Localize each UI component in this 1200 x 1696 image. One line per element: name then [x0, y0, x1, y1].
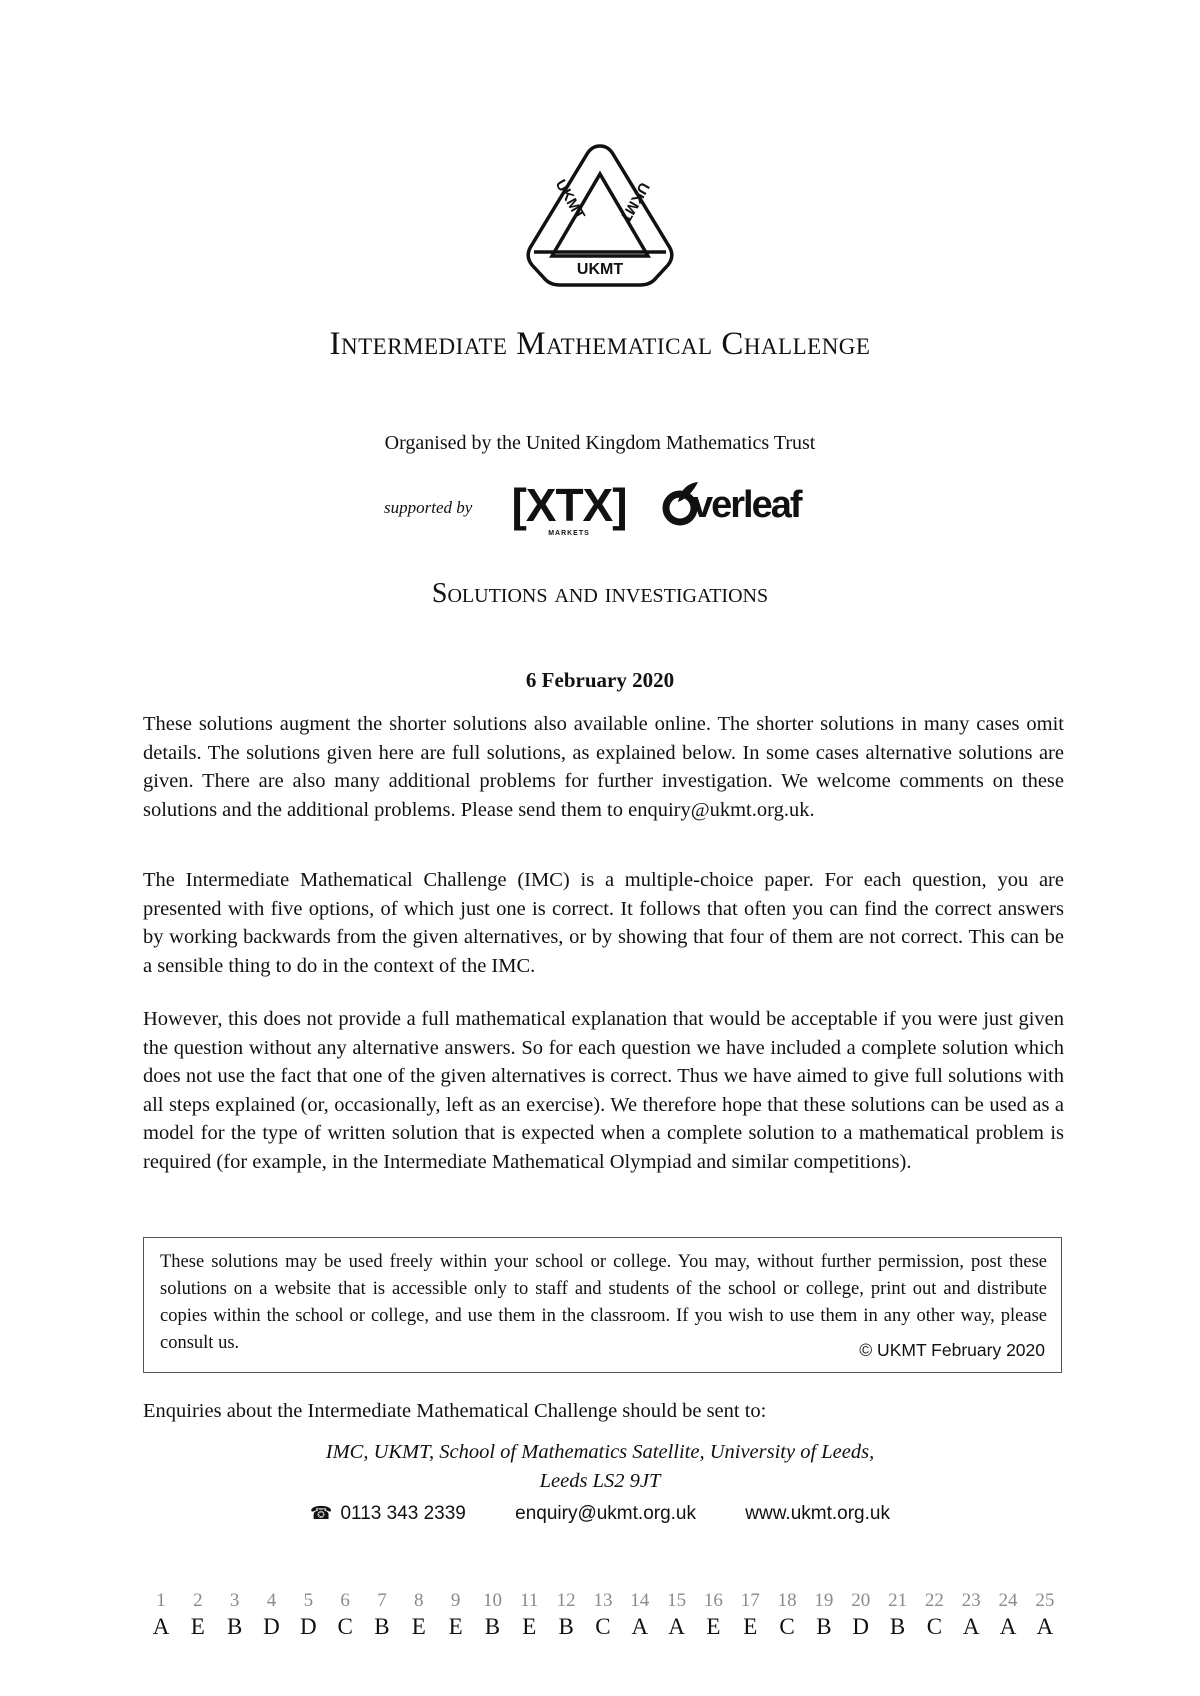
answer-number: 9	[450, 1590, 461, 1611]
organiser-line: Organised by the United Kingdom Mathematics Trust	[384, 432, 816, 454]
answer-numbers-row	[143, 1590, 1063, 1612]
answer-number: 6	[340, 1590, 350, 1611]
website-link[interactable]: www.ukmt.org.uk	[745, 1503, 890, 1524]
answer-letter: A	[668, 1614, 685, 1639]
answer-letter: B	[889, 1614, 906, 1639]
answer-letter: D	[300, 1614, 317, 1639]
answer-number: 23	[961, 1590, 981, 1611]
full-solutions-paragraph: However, this does not provide a full mathematical explanation that would be acceptable if you were just given the question without any alternative answers. So for each question we have included a complete solution which does not use the fact that one of the given alternatives is correct. Thus we have aimed to give full solutions with all steps explained (or, occasionally, left as an exercise). We therefore hope that these solutions can be used as a model for the type of written solution that is expected when a complete solution to a mathematical problem is required (for example, in the Intermediate Mathematical Olympiad and similar competitions).	[143, 1008, 1064, 1173]
answer-letter: C	[595, 1614, 611, 1639]
answer-letter: A	[999, 1614, 1017, 1639]
supported-by-label: supported by	[384, 498, 473, 517]
answer-letter: A	[962, 1614, 980, 1639]
copyright-notice: © UKMT February 2020	[859, 1340, 1045, 1360]
phone-number: 0113 343 2339	[340, 1503, 466, 1524]
answer-letter: B	[226, 1614, 243, 1639]
xtx-logo-text: [XTX]	[511, 479, 627, 531]
answer-letter: C	[926, 1614, 943, 1639]
answer-letter: B	[816, 1614, 832, 1639]
answer-number: 21	[888, 1590, 908, 1611]
answer-letter: A	[631, 1614, 649, 1639]
answer-number: 12	[556, 1590, 576, 1611]
address-line-1: IMC, UKMT, School of Mathematics Satellite, University of Leeds,	[325, 1441, 875, 1463]
usage-notice-box	[143, 1237, 1062, 1373]
answer-number: 1	[156, 1590, 166, 1611]
answer-number: 13	[593, 1590, 613, 1611]
answer-letter: A	[1036, 1614, 1054, 1639]
answer-number: 7	[377, 1590, 387, 1611]
answer-number: 3	[229, 1590, 240, 1611]
answer-number: 8	[414, 1590, 424, 1611]
telephone-icon: ☎	[310, 1503, 333, 1523]
answer-key	[143, 1590, 1063, 1640]
svg-text:UKMT: UKMT	[576, 261, 624, 278]
svg-text:UKMT: UKMT	[551, 176, 589, 223]
email-address[interactable]: enquiry@ukmt.org.uk	[515, 1503, 697, 1524]
intro-paragraph: These solutions augment the shorter solutions also available online. The shorter solutions in many cases omit details. The solutions given here are full solutions, as explained below. In some cases alternative solutions are given. There are also many additional problems for further investigation. We welcome comments on these solutions and the additional problems. Please send them to enquiry@ukmt.org.uk.	[143, 713, 1064, 821]
answer-letter: A	[152, 1614, 170, 1639]
answer-letter: B	[374, 1614, 390, 1639]
answer-number: 20	[851, 1590, 871, 1611]
answer-number: 15	[667, 1590, 687, 1611]
answer-letter: B	[484, 1614, 501, 1639]
usage-notice-text: These solutions may be used freely within your school or college. You may, without further permission, post these solutions on a website that is accessible only to staff and students of the school or college, print out and distribute copies within the school or college, and use them in the classroom. If you wish to use them in any other way, please consult us.	[160, 1252, 1047, 1353]
answer-number: 14	[630, 1590, 650, 1611]
answer-number: 4	[266, 1590, 277, 1611]
page-title: Intermediate Mathematical Challenge	[329, 326, 871, 362]
answer-letter: D	[263, 1614, 280, 1639]
answer-letter: E	[411, 1614, 426, 1639]
answer-letter: E	[743, 1614, 758, 1639]
ukmt-triangle-logo-icon	[520, 140, 680, 290]
answer-number: 24	[998, 1590, 1018, 1611]
document-subtitle: Solutions and investigations	[431, 578, 769, 609]
answer-number: 10	[482, 1590, 502, 1611]
answer-letter: D	[852, 1614, 870, 1639]
answer-number: 2	[193, 1590, 203, 1611]
xtx-markets-logo	[510, 479, 628, 542]
answer-number: 25	[1035, 1590, 1055, 1611]
answer-letter: E	[706, 1614, 721, 1639]
answer-number: 16	[703, 1590, 723, 1611]
document-date: 6 February 2020	[525, 668, 675, 692]
answer-number: 19	[814, 1590, 834, 1611]
answer-letter: C	[779, 1614, 795, 1639]
enquiries-intro: Enquiries about the Intermediate Mathematical Challenge should be sent to:	[143, 1400, 767, 1422]
answer-number: 18	[777, 1590, 797, 1611]
address-line-2: Leeds LS2 9JT	[539, 1470, 661, 1492]
answer-letter: C	[337, 1614, 353, 1639]
xtx-logo-subtext: MARKETS	[548, 530, 590, 537]
overleaf-logo-text: verleaf	[692, 484, 801, 526]
contact-details	[0, 1503, 1200, 1525]
postal-address	[0, 1438, 1200, 1496]
answer-letters-row	[143, 1612, 1063, 1640]
imc-description-paragraph: The Intermediate Mathematical Challenge (IMC) is a multiple-choice paper. For each question, you are presented with five options, of which just one is correct. It follows that often you can find the correct answers by working backwards from the given alternatives, or by showing that four of them are not correct. This can be a sensible thing to do in the context of the IMC.	[143, 869, 1064, 977]
answer-number: 5	[303, 1590, 314, 1611]
answer-letter: B	[558, 1614, 574, 1639]
answer-letter: E	[522, 1614, 537, 1639]
answer-letter: E	[190, 1614, 205, 1639]
overleaf-logo	[660, 480, 830, 530]
svg-text:UKMT: UKMT	[616, 179, 653, 226]
answer-number: 11	[520, 1590, 539, 1611]
answer-number: 22	[924, 1590, 944, 1611]
answer-number: 17	[740, 1590, 760, 1611]
ukmt-logo	[520, 140, 680, 290]
answer-letter: E	[448, 1614, 463, 1639]
